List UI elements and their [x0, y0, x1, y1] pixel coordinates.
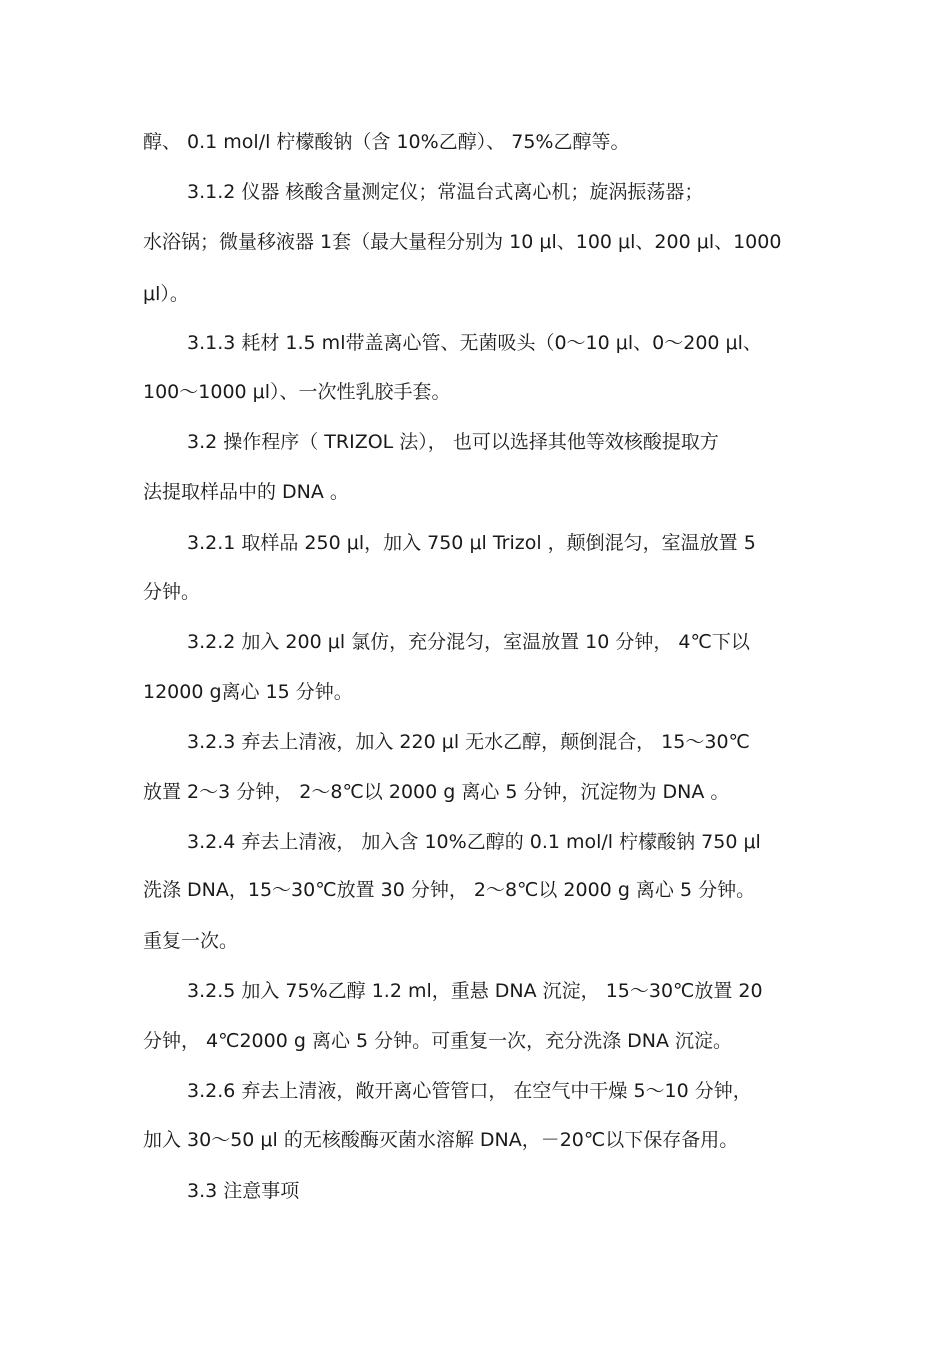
- text-line: 3.2 操作程序（ TRIZOL 法）， 也可以选择其他等效核酸提取方: [187, 431, 719, 453]
- text-line: 法提取样品中的 DNA 。: [143, 481, 349, 503]
- text-line: 100～1000 μl）、一次性乳胶手套。: [143, 381, 451, 403]
- text-line: 分钟。: [143, 581, 201, 603]
- text-line: 重复一次。: [143, 930, 239, 952]
- text-line: 水浴锅；微量移液器 1套（最大量程分别为 10 μl、100 μl、200 μl、1000: [143, 231, 782, 253]
- text-line: 加入 30～50 μl 的无核酸酶灭菌水溶解 DNA，－20℃以下保存备用。: [143, 1129, 739, 1151]
- text-line: 分钟， 4℃2000 g 离心 5 分钟。可重复一次，充分洗涤 DNA 沉淀。: [143, 1030, 733, 1052]
- text-line: μl）。: [143, 283, 189, 305]
- text-line: 洗涤 DNA，15～30℃放置 30 分钟， 2～8℃以 2000 g 离心 5 分钟。: [143, 879, 756, 901]
- text-line: 12000 g离心 15 分钟。: [143, 681, 353, 703]
- text-line: 3.2.5 加入 75%乙醇 1.2 ml，重悬 DNA 沉淀， 15～30℃放置 20: [187, 980, 763, 1002]
- text-line: 3.2.6 弃去上清液，敞开离心管管口， 在空气中干燥 5～10 分钟，: [187, 1080, 752, 1102]
- text-line: 3.1.2 仪器 核酸含量测定仪；常温台式离心机；旋涡振荡器；: [187, 181, 704, 203]
- text-line: 3.2.3 弃去上清液，加入 220 μl 无水乙醇，颠倒混合， 15～30℃: [187, 731, 750, 753]
- text-line: 3.2.1 取样品 250 μl，加入 750 μl Trizol ，颠倒混匀，室温放置 5: [187, 532, 756, 554]
- section-heading: 3.3 注意事项: [187, 1180, 300, 1202]
- text-line: 3.2.2 加入 200 μl 氯仿，充分混匀，室温放置 10 分钟， 4℃下以: [187, 631, 750, 653]
- text-line: 醇、 0.1 mol/l 柠檬酸钠（含 10%乙醇）、 75%乙醇等。: [143, 131, 630, 153]
- text-line: 放置 2～3 分钟， 2～8℃以 2000 g 离心 5 分钟，沉淀物为 DNA 。: [143, 781, 730, 803]
- text-line: 3.1.3 耗材 1.5 ml带盖离心管、无菌吸头（0～10 μl、0～200 μl、: [187, 332, 762, 354]
- text-line: 3.2.4 弃去上清液， 加入含 10%乙醇的 0.1 mol/l 柠檬酸钠 750 μl: [187, 831, 761, 853]
